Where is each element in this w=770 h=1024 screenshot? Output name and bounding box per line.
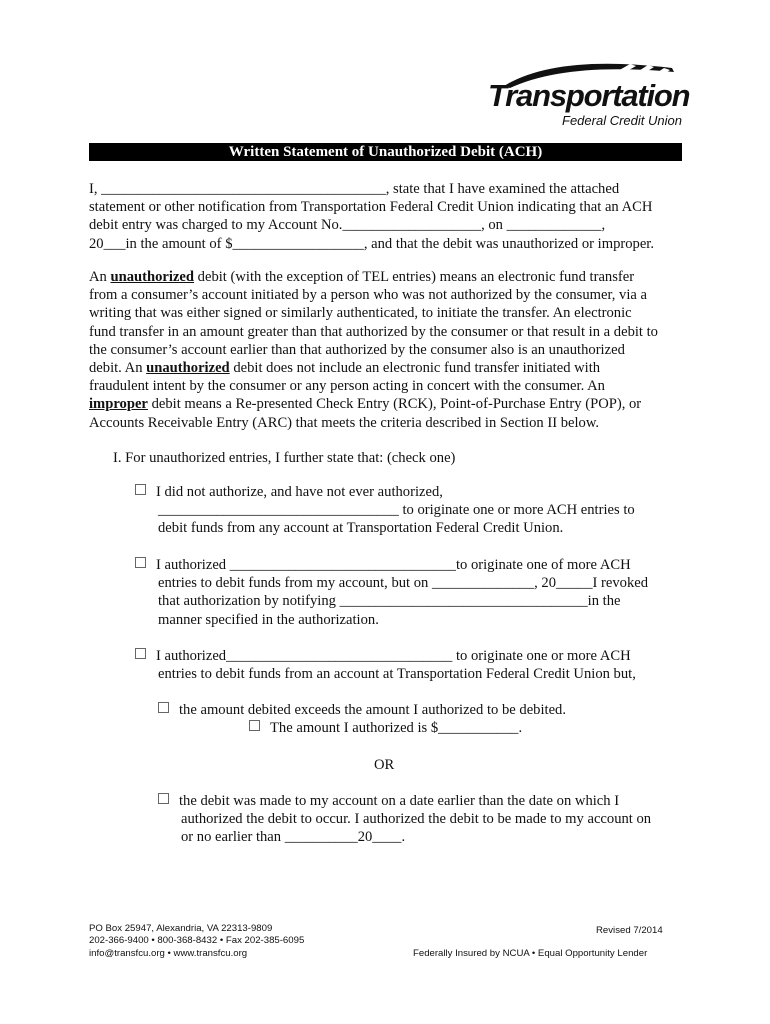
- term-improper: improper: [89, 396, 148, 413]
- form-title: Written Statement of Unauthorized Debit (ACH): [89, 143, 682, 161]
- definition-line: the consumer’s account earlier than that authorized by the consumer also is an unauthorized: [89, 341, 625, 358]
- checkbox[interactable]: [158, 702, 169, 713]
- section-1-heading: I. For unauthorized entries, I further state that: (check one): [113, 450, 456, 466]
- logo-wordmark: Transportation: [488, 78, 690, 113]
- intro-line: statement or other notification from Transportation Federal Credit Union indicating that an ACH: [89, 199, 653, 216]
- footer-address: PO Box 25947, Alexandria, VA 22313-9809: [89, 923, 273, 934]
- logo-tagline: Federal Credit Union: [562, 113, 682, 128]
- footer-insured: Federally Insured by NCUA • Equal Opportunity Lender: [413, 948, 648, 959]
- definition-line: improper debit means a Re-presented Check Entry (RCK), Point-of-Purchase Entry (POP), or: [89, 396, 642, 413]
- suboption-amount-exceeds: the amount debited exceeds the amount I authorized to be debited. The amount I authorized is $___________.: [158, 701, 566, 737]
- intro-line: 20___in the amount of $__________________, and that the debit was unauthorized or improper.: [89, 235, 655, 252]
- definition-paragraph: [89, 268, 689, 432]
- option-authorization-revoked: I authorized _______________________________to originate one of more ACH entries to debit funds from my account, but on ______________, 20_____I revoked that authorization by notifying __________________________________in the manner specified in the authorization.: [135, 556, 648, 629]
- definition-line: fund transfer in an amount greater than that authorized by the consumer or that result in a debit to: [89, 323, 658, 340]
- term-unauthorized: unauthorized: [146, 360, 230, 377]
- or-separator: OR: [374, 757, 395, 773]
- checkbox[interactable]: [135, 557, 146, 568]
- footer-web: info@transfcu.org • www.transfcu.org: [89, 947, 248, 959]
- definition-line: debit. An unauthorized debit does not include an electronic fund transfer initiated with: [89, 360, 601, 377]
- term-unauthorized: unauthorized: [110, 269, 195, 285]
- definition-line: from a consumer’s account initiated by a person who was not authorized by the consumer, via a: [89, 287, 648, 304]
- checkbox[interactable]: [135, 648, 146, 659]
- checkbox[interactable]: [158, 793, 169, 804]
- footer-phones: 202-366-9400 • 800-368-8432 • Fax 202-385-6095: [89, 935, 305, 947]
- credit-union-logo: [486, 58, 690, 130]
- definition-line: Accounts Receivable Entry (ARC) that meets the criteria described in Section II below.: [89, 414, 600, 431]
- definition-line: An unauthorized debit (with the exception of TEL entries) means an electronic fund transfer: [89, 269, 635, 285]
- checkbox[interactable]: [249, 720, 260, 731]
- intro-line: I, _______________________________________, state that I have examined the attached: [89, 181, 620, 197]
- suboption-debited-early: the debit was made to my account on a date earlier than the date on which I authorized the debit to occur. I authorized the debit to be made to my account on or no earlier than __________20____.: [158, 792, 651, 847]
- footer-contact: [89, 923, 304, 960]
- definition-line: writing that was either signed or similarly authenticated, to initiate the transfer. An electronic: [89, 305, 632, 322]
- intro-paragraph: [89, 180, 689, 253]
- checkbox[interactable]: [135, 484, 146, 495]
- option-not-authorized: I did not authorize, and have not ever authorized, _________________________________ to originate one or more ACH entries to debit funds from any account at Transportation Federal Credit Union.: [135, 483, 635, 538]
- definition-line: fraudulent intent by the consumer or any person acting in concert with the consumer. An: [89, 378, 605, 395]
- option-authorized-but: I authorized_______________________________ to originate one or more ACH entries to debit funds from an account at Transportation Federal Credit Union but,: [135, 647, 636, 683]
- footer-revised: Revised 7/2014: [596, 925, 663, 936]
- intro-line: debit entry was charged to my Account No.___________________, on _____________,: [89, 217, 606, 234]
